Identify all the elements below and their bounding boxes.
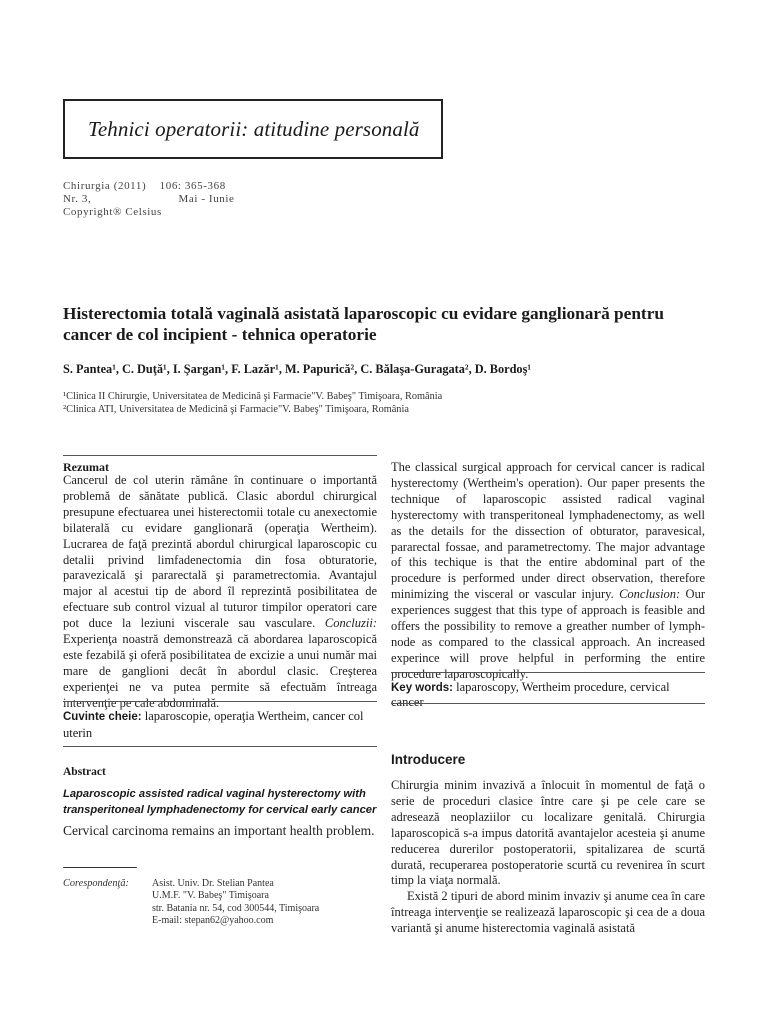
correspondence-line: U.M.F. "V. Babeş" Timişoara: [152, 890, 269, 902]
section-header-title: Tehnici operatorii: atitudine personală: [88, 117, 420, 141]
section-header-box: [63, 99, 443, 159]
citation-line-2: Nr. 3, Mai - Iunie: [63, 193, 235, 205]
rezumat-keywords-label: Cuvinte cheie:: [63, 711, 142, 723]
abstract-keywords-text: laparoscopy, Wertheim procedure, cervical cancer: [391, 680, 670, 709]
rezumat-heading: Rezumat: [63, 460, 109, 474]
left-column-rule-mid: [63, 701, 377, 702]
rezumat-conclusion-label: Concluzii:: [324, 616, 377, 631]
abstract-body: The classical surgical approach for cervical cancer is radical hysterectomy (Wertheim's operation). Our paper presents the technique of laparoscopic assisted radical vaginal hysterectomy with transperitoneal lymphadenectomy, as well as the details for the dissection of obturator, paravesical, pararectal fossae, and parametrectomy. The major advantage of this techique is that the entire abdominal part of the procedure is performed under direct observation, therefore minimizing the visceral or vascular injury.: [391, 460, 705, 602]
abstract-text-continued: [391, 460, 705, 683]
abstract-keywords: [391, 680, 705, 710]
citation-block: [63, 180, 235, 219]
author-list: S. Pantea¹, C. Duţă¹, I. Şargan¹, F. Lazăr¹, M. Papurică², C. Bălaşa-Guragata², D. Bordoş¹: [63, 362, 532, 376]
abstract-heading: Abstract: [63, 766, 106, 778]
right-column-rule-top: [391, 672, 705, 673]
correspondence-address: [152, 878, 319, 927]
article-title: Histerectomia totală vaginală asistată laparoscopic cu evidare ganglionară pentru cancer de col incipient - tehnica operatorie: [63, 304, 664, 344]
affiliation-1: ¹Clinica II Chirurgie, Universitatea de Medicină şi Farmacie"V. Babeş" Timişoara, România: [63, 391, 443, 402]
rezumat-conclusion-text: Experienţa noastră demonstrează că abordarea laparoscopică este fezabilă şi oferă posibilitatea de excizie a unui număr mai mare de ganglioni decât în abordul clasic. Creşterea experienţei ne va putea permite să efectuăm întreaga intervenţie pe cale abdominală.: [63, 632, 377, 710]
introducere-paragraph-1: Chirurgia minim invazivă a înlocuit în momentul de faţă o serie de proceduri clasice între care şi pe cele care se adresează neoplaziilor cu localizare genitală. Chirurgia laparoscopică s-a impus datorită avantajelor acesteia şi anume reducerea durerilor postoperatorii, spitalizarea de scurtă durată, recuperarea postoperatorie scurtă cu revenirea în scurt timp la viaţa normală.: [391, 778, 705, 888]
affiliations: [63, 390, 442, 416]
left-column-rule-top: [63, 455, 377, 456]
right-column-rule-bottom: [391, 703, 705, 704]
introducere-heading: Introducere: [391, 752, 466, 767]
rezumat-keywords-text: laparoscopie, operaţia Wertheim, cancer col uterin: [63, 709, 364, 740]
citation-line-3: Copyright® Celsius: [63, 206, 162, 218]
affiliation-2: ²Clinica ATI, Universitatea de Medicină şi Farmacie"V. Babeş" Timişoara, România: [63, 404, 409, 415]
left-column-rule-bottom: [63, 746, 377, 747]
citation-line-1: Chirurgia (2011) 106: 365-368: [63, 180, 226, 192]
correspondence-line: str. Batania nr. 54, cod 300544, Timişoara: [152, 902, 320, 914]
footnote-rule: [63, 867, 137, 868]
correspondence-email: E-mail: stepan62@yahoo.com: [152, 914, 274, 926]
abstract-conclusion-text: Our experiences suggest that this type of approach is feasible and offers the possibility to remove a greather number of lymph-node as compared to the classical approach. An increased experince will prove helpful in performing the entire procedure laparoscopically.: [391, 587, 705, 681]
rezumat-keywords: [63, 709, 377, 741]
introducere-text: [391, 778, 705, 937]
correspondence-line: Asist. Univ. Dr. Stelian Pantea: [152, 878, 274, 889]
abstract-text-start: Cervical carcinoma remains an important health problem.: [63, 823, 375, 838]
abstract-keywords-label: Key words:: [391, 682, 453, 694]
abstract-conclusion-label: Conclusion:: [619, 587, 681, 602]
rezumat-body: Cancerul de col uterin rămâne în continuare o importantă problemă de sănătate publică. Clasic abordul chirurgical presupune efectuarea unei histerectomii totale cu anexectomie bilaterală cu evidare ganglionară (operaţia Wertheim). Lucrarea de faţă prezintă abordul chirurgical laparoscopic cu detalii privind limfadenectomia din fosa obturatorie, paravezicală şi pararectală şi parametrectomia. Avantajul major al acestui tip de abord îl reprezintă posibilitatea de efectuare sub control vizual al tuturor timpilor operatori care pot duce la leziuni viscerale sau vasculare.: [63, 473, 377, 631]
correspondence-label: Corespondenţă:: [63, 878, 129, 889]
rezumat-text: [63, 473, 377, 712]
introducere-paragraph-2: Există 2 tipuri de abord minim invaziv şi anume cea în care întreaga intervenţie se realizează laparoscopic şi cea de a doua variantă şi anume histerectomia vaginală asistată: [391, 889, 705, 936]
abstract-subtitle: Laparoscopic assisted radical vaginal hysterectomy with transperitoneal lymphadenectomy for cervical early cancer: [63, 788, 377, 816]
